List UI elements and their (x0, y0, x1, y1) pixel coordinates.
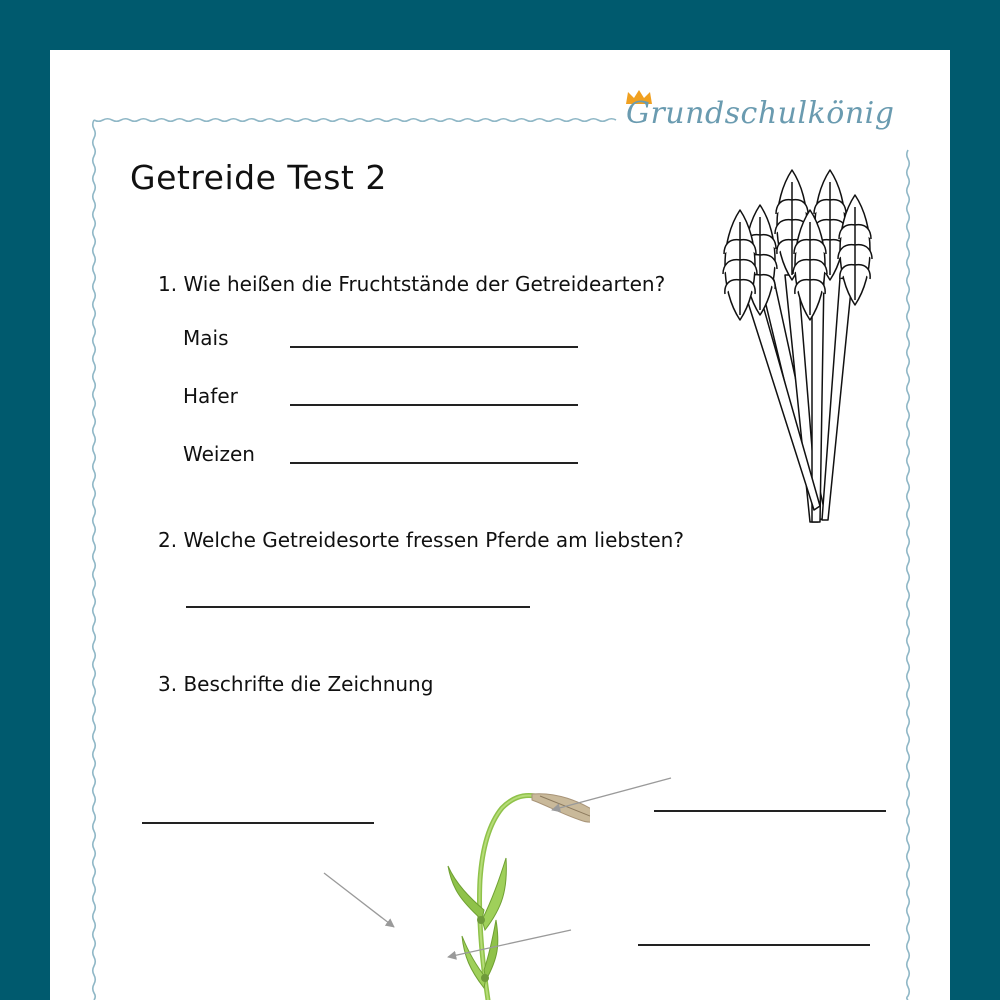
arrows-layer (50, 50, 950, 1000)
arrow-icon-ear (552, 778, 671, 810)
question-2-number: 2. (158, 528, 178, 552)
worksheet-page (50, 50, 950, 1000)
arrow-icon-leaf (324, 873, 394, 927)
label-weizen: Weizen (183, 442, 255, 466)
arrow-icon-node (448, 930, 571, 957)
question-3-text: Beschrifte die Zeichnung (183, 672, 434, 696)
question-1-number: 1. (158, 272, 178, 296)
brand-logo: Grundschulkönig (626, 96, 895, 131)
question-2-text: Welche Getreidesorte fressen Pferde am liebsten? (183, 528, 684, 552)
label-hafer: Hafer (183, 384, 238, 408)
label-mais: Mais (183, 326, 229, 350)
page-title: Getreide Test 2 (130, 158, 387, 197)
question-3-number: 3. (158, 672, 178, 696)
question-1-text: Wie heißen die Fruchtstände der Getreidearten? (183, 272, 666, 296)
